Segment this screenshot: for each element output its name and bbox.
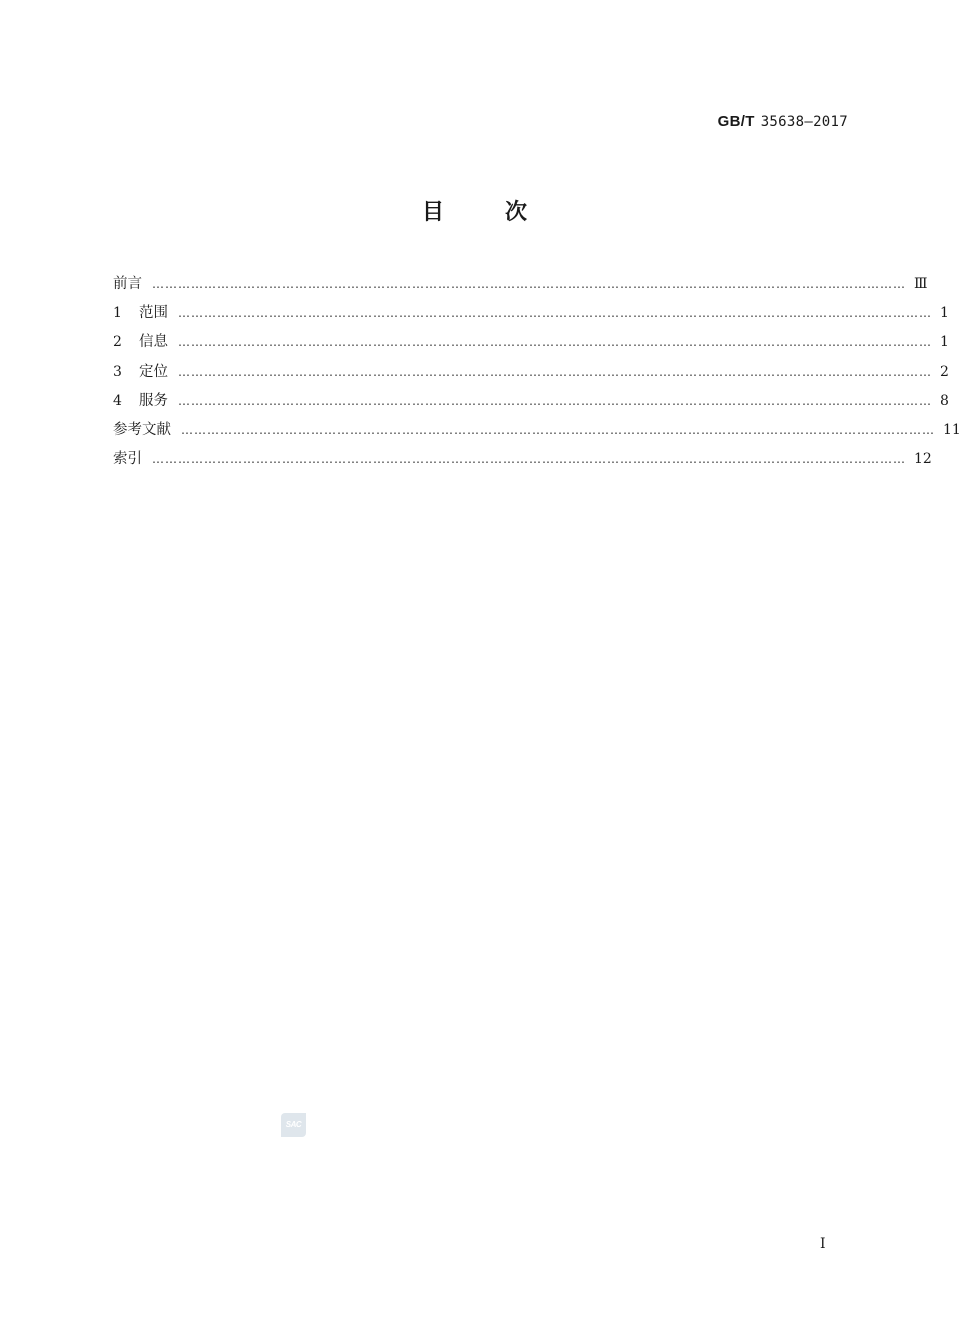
toc-entry-label: 服务: [139, 392, 168, 409]
toc-entry-page: Ⅲ: [914, 276, 928, 292]
toc-entry-page: 12: [914, 451, 932, 468]
standard-code: GB/T: [717, 113, 755, 130]
standard-number: [718, 113, 848, 130]
title-char-1: 目: [421, 200, 445, 225]
toc-entry-number: 2: [113, 334, 122, 351]
standard-year-number: 35638—2017: [760, 114, 848, 130]
toc-leader-dots: …………………………………………………………………………………………………………………………………………………………: [181, 422, 935, 437]
watermark-text: SAC: [285, 1120, 302, 1129]
toc-entry-label: 参考文献: [113, 421, 171, 438]
toc-leader-dots: …………………………………………………………………………………………………………………………………………………………: [178, 364, 932, 379]
toc-leader-dots: …………………………………………………………………………………………………………………………………………………………: [152, 452, 906, 467]
toc-entry-page: 1: [940, 305, 949, 322]
toc-entry-number: 1: [113, 305, 122, 322]
toc-entry-number: 4: [113, 392, 122, 409]
toc-entry-page: 11: [943, 421, 961, 438]
toc-entry-positioning[interactable]: [113, 362, 949, 391]
toc-leader-dots: …………………………………………………………………………………………………………………………………………………………: [178, 306, 932, 321]
toc-entry-label: 前言: [113, 276, 142, 292]
sac-watermark-logo: [281, 1113, 306, 1137]
toc-leader-dots: …………………………………………………………………………………………………………………………………………………………: [178, 335, 932, 350]
toc-leader-dots: …………………………………………………………………………………………………………………………………………………………: [152, 277, 906, 291]
page-number: I: [820, 1236, 826, 1252]
toc-entry-information[interactable]: [113, 332, 949, 361]
toc-entry-label: 范围: [139, 305, 168, 322]
toc-entry-label: 信息: [139, 334, 168, 351]
toc-entry-page: 1: [940, 334, 949, 351]
toc-entry-page: 8: [940, 392, 949, 409]
page-title: [0, 195, 950, 226]
toc-entry-preface[interactable]: [113, 274, 928, 303]
toc-leader-dots: …………………………………………………………………………………………………………………………………………………………: [178, 393, 932, 408]
toc-entry-scope[interactable]: [113, 303, 949, 332]
title-char-2: 次: [505, 200, 529, 225]
toc-entry-index[interactable]: [113, 449, 932, 478]
toc-entry-number: 3: [113, 363, 122, 380]
toc-entry-label: 索引: [113, 451, 142, 468]
toc-entry-page: 2: [940, 363, 949, 380]
toc-entry-label: 定位: [139, 363, 168, 380]
toc-entry-services[interactable]: [113, 391, 949, 420]
toc-entry-bibliography[interactable]: [113, 420, 961, 449]
table-of-contents: [113, 274, 961, 478]
